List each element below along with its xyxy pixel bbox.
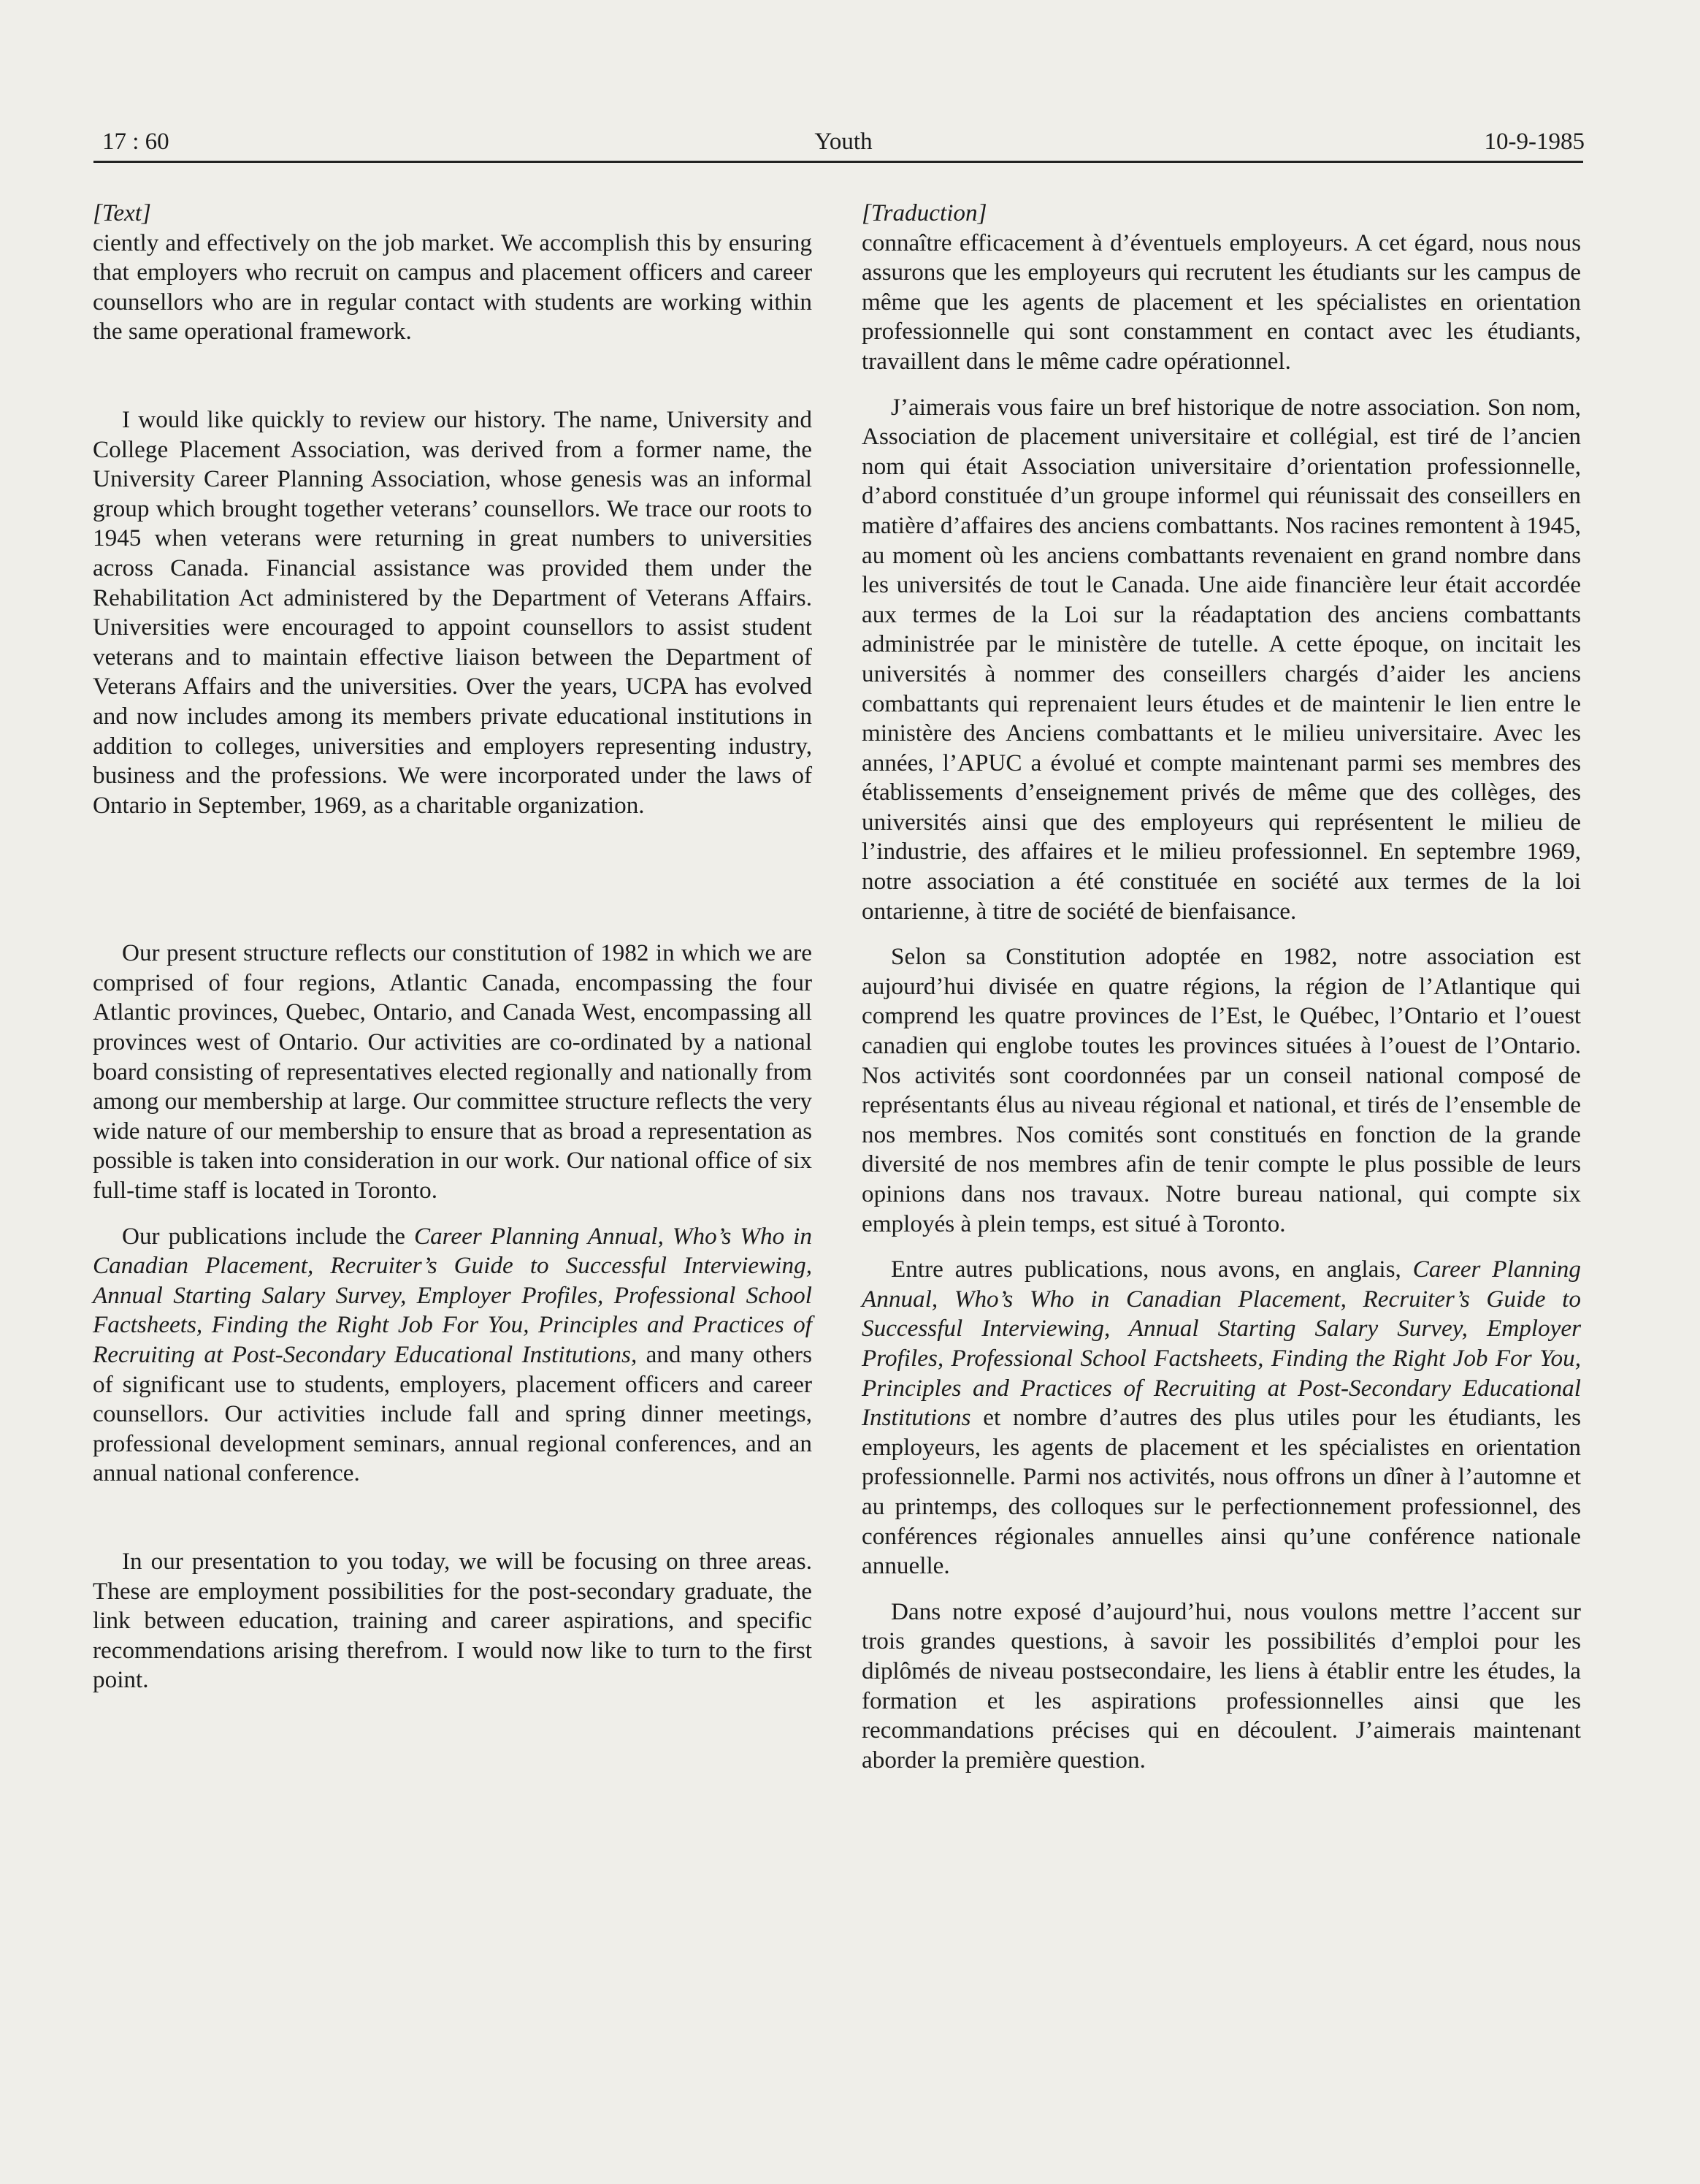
english-column xyxy=(93,199,812,1695)
paragraph: connaître efficacement à d’éventuels employeurs. A cet égard, nous nous assurons que les employeurs qui recrutent les étudiants sur les campus de même que les agents de placement et les spécialistes en orientation professionnelle qui sont constamment en contact avec les étudiants, travaillent dans le même cadre opérationnel. xyxy=(862,229,1581,375)
paragraph: Selon sa Constitution adoptée en 1982, notre association est aujourd’hui divisée en quatre régions, la région de l’Atlantique qui comprend les quatre provinces de l’Est, le Québec, l’Ontario et l’ouest canadien qui englobe toutes les provinces situées à l’ouest de l’Ontario. Nos activités sont coordonnées par un conseil national composé de représentants élus au niveau régional et national, et tirés de l’ensemble de nos membres. Nos comités sont constitués en fonction de la grande diversité de nos membres afin de tenir compte le plus possible de leurs opinions dans nos travaux. Notre bureau national, qui compte six employés à plein temps, est situé à Toronto. xyxy=(862,943,1581,1237)
publication-titles: Career Planning Annual, Who’s Who in Canadian Placement, Recruiter’s Guide to Successful Interviewing, Annual Starting Salary Survey, Employer Profiles, Professional School Factsheets, Finding the Right Job For You, Principles and Practices of Recruiting at Post-Secondary Educational Institutions, xyxy=(93,1222,812,1368)
paragraph-text: Entre autres publications, nous avons, en anglais, xyxy=(891,1256,1413,1283)
french-column xyxy=(862,199,1581,1775)
paragraph: In our presentation to you today, we will be focusing on three areas. These are employment possibilities for the post-secondary graduate, the link between education, training and career aspirations, and specific recommendations arising therefrom. I would now like to turn to the first point. xyxy=(93,1547,812,1694)
paragraph: Our present structure reflects our constitution of 1982 in which we are comprised of four regions, Atlantic Canada, encompassing the four Atlantic provinces, Quebec, Ontario, and Canada West, encompassing all provinces west of Ontario. Our activities are co-ordinated by a national board consisting of representatives elected regionally and nationally from among our membership at large. Our committee structure reflects the very wide nature of our membership to ensure that as broad a representation as possible is taken into consideration in our work. Our national office of six full-time staff is located in Toronto. xyxy=(93,939,812,1204)
paragraph-text: and many others of significant use to students, employers, placement officers and career counsellors. Our activities include fall and spring dinner meetings, professional development seminars, annual regional conferences, and an annual national conference. xyxy=(93,1341,812,1487)
paragraph-publications xyxy=(93,1222,812,1489)
column-label: [Text] xyxy=(93,199,151,226)
page-date: 10-9-1985 xyxy=(1484,129,1585,155)
header-rule xyxy=(93,161,1583,163)
paragraph: I would like quickly to review our history. The name, University and College Placement Association, was derived from a former name, the University Career Planning Association, whose genesis was an informal group which brought together veterans’ counsellors. We trace our roots to 1945 when veterans were returning in great numbers to universities across Canada. Financial assistance was provided them under the Rehabilitation Act administered by the Department of Veterans Affairs. Universities were encouraged to appoint counsellors to assist student veterans and to maintain effective liaison between the Department of Veterans Affairs and the universities. Over the years, UCPA has evolved and now includes among its members private educational institutions in addition to colleges, universities and employers representing industry, business and the professions. We were incorporated under the laws of Ontario in September, 1969, as a charitable organization. xyxy=(93,405,812,819)
page-number: 17 : 60 xyxy=(102,129,169,155)
paragraph-text: et nombre d’autres des plus utiles pour les étudiants, les employeurs, les agents de placement et les spécialistes en orientation professionnelle. Parmi nos activités, nous offrons un dîner à l’automne et au printemps, des colloques sur le perfectionnement professionnel, des conférences régionales annuelles ainsi qu’une conférence nationale annuelle. xyxy=(862,1404,1581,1580)
column-label: [Traduction] xyxy=(862,199,987,226)
paragraph: ciently and effectively on the job market. We accomplish this by ensuring that employers who recruit on campus and placement officers and career counsellors who are in regular contact with students are working within the same operational framework. xyxy=(93,229,812,345)
paragraph: Dans notre exposé d’aujourd’hui, nous voulons mettre l’accent sur trois grandes questions, à savoir les possibilités d’emploi pour les diplômés de niveau postsecondaire, les liens à établir entre les études, la formation et les aspirations professionnelles ainsi que les recommandations précises qui en découlent. J’aimerais maintenant aborder la première question. xyxy=(862,1597,1581,1773)
paragraph-publications xyxy=(862,1255,1581,1581)
running-title: Youth xyxy=(814,129,873,155)
page-header xyxy=(102,123,1585,159)
paragraph-text: Our publications include the xyxy=(122,1222,414,1250)
publication-titles: Career Planning Annual, Who’s Who in Canadian Placement, Recruiter’s Guide to Successful Interviewing, Annual Starting Salary Survey, Employer Profiles, Professional School Factsheets, Finding the Right Job For You, Principles and Practices of Recruiting at Post-Secondary Educational Institutions xyxy=(862,1256,1581,1432)
paragraph: J’aimerais vous faire un bref historique de notre association. Son nom, Association de placement universitaire et collégial, est tiré de l’ancien nom qui était Association universitaire d’orientation professionnelle, d’abord constituée d’un groupe informel qui réunissait des conseillers en matière d’affaires des anciens combattants. Nos racines remontent à 1945, au moment où les anciens combattants revenaient en grand nombre dans les universités de tout le Canada. Une aide financière leur était accordée aux termes de la Loi sur la réadaptation des anciens combattants administrée par le ministère de tutelle. A cette époque, on incitait les universités à nommer des conseillers chargés d’aider les anciens combattants qui reprenaient leurs études et de maintenir le lien entre le ministère des Anciens combattants et le milieu universitaire. Avec les années, l’APUC a évolué et compte maintenant parmi ses membres des établissements d’enseignement privés de même que des collèges, des universités ainsi que des employeurs qui représentent le milieu de l’industrie, des affaires et le milieu professionnel. En septembre 1969, notre association a été constituée en société aux termes de la loi ontarienne, à titre de société de bienfaisance. xyxy=(862,393,1581,925)
